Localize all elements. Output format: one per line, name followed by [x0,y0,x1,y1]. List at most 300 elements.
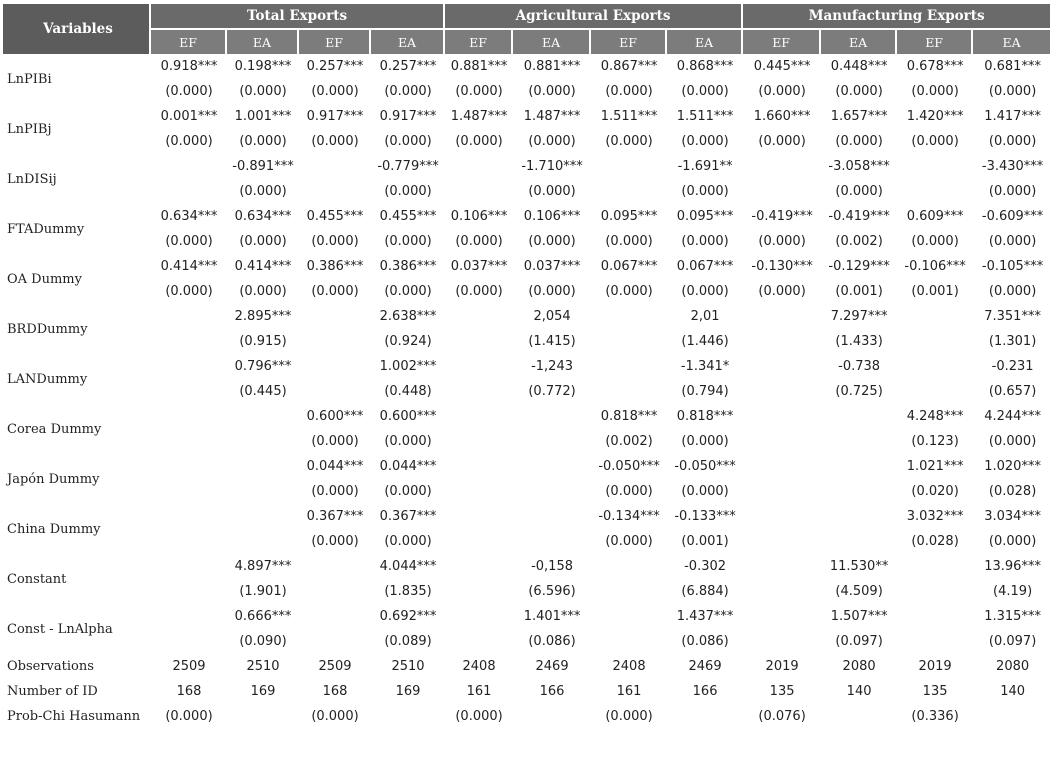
p-value-cell: (1.901) [239,584,287,599]
coefficient-cell [445,504,513,529]
subheader-row [3,28,1052,54]
p-value-cell [227,479,299,504]
coefficient-cell: 0.600*** [379,409,437,424]
coefficient-cell: 1.420*** [906,109,964,124]
p-value-cell: (0.000) [835,184,883,199]
coefficient-cell: -0.738 [838,359,881,374]
p-value-cell [743,179,821,204]
summary-cell [371,704,445,729]
p-value-cell: (0.000) [605,134,653,149]
p-value-cell: (0.000) [988,134,1037,149]
p-value-cell [897,579,973,604]
p-value-cell: (0.000) [455,84,503,99]
table-header [3,4,1052,54]
p-value-cell: (0.000) [605,284,653,299]
coefficient-cell [743,454,821,479]
coefficient-cell [591,554,667,579]
coefficient-cell [299,354,371,379]
p-value-cell: (6.884) [681,584,729,599]
coefficient-cell: 0.044*** [306,459,364,474]
coefficient-cell [299,154,371,179]
p-value-cell: (0.000) [384,184,432,199]
p-value-cell [591,329,667,354]
coefficient-row [3,154,1052,179]
coefficient-cell: 4.244*** [984,409,1041,424]
coefficient-cell [445,604,513,629]
coefficient-cell: -1.341* [680,359,730,374]
p-value-cell: (0.000) [384,284,432,299]
summary-row [3,654,1052,679]
coefficient-cell: 1.001*** [234,109,292,124]
coefficient-cell [743,154,821,179]
p-value-cell: (0.002) [605,434,653,449]
p-value-cell: (0.000) [681,184,729,199]
coefficient-cell [821,454,897,479]
coefficient-cell: 1.020*** [984,459,1041,474]
p-value-cell: (0.000) [605,234,653,249]
p-value-cell [591,179,667,204]
p-value-cell: (0.000) [835,84,883,99]
p-value-cell: (0.000) [911,134,959,149]
coefficient-row [3,604,1052,629]
p-value-cell: (0.924) [384,334,432,349]
coefficient-cell: 1.487*** [523,109,581,124]
coefficient-cell [513,404,591,429]
p-value-cell [743,429,821,454]
variable-label: BRDDummy [7,321,88,337]
summary-cell: 140 [1000,684,1026,699]
summary-cell: (0.000) [605,709,653,724]
coefficient-cell [743,354,821,379]
p-value-cell: (0.000) [311,234,359,249]
p-value-cell: (0.028) [911,534,959,549]
coefficient-cell: 0.600*** [306,409,364,424]
p-value-cell: (0.000) [605,534,653,549]
coefficient-cell [513,504,591,529]
p-value-cell: (0.002) [835,234,883,249]
coefficient-cell: -0.129*** [828,259,890,274]
p-value-cell [227,429,299,454]
coefficient-cell [299,554,371,579]
p-value-cell: (1.301) [988,334,1037,349]
p-value-cell: (0.123) [911,434,959,449]
p-value-row [3,479,1052,504]
coefficient-cell: 13.96*** [984,559,1041,574]
subheader-cell: EF [591,28,667,54]
p-value-row [3,579,1052,604]
p-value-cell: (0.000) [311,284,359,299]
coefficient-cell: 4.897*** [234,559,292,574]
p-value-row [3,529,1052,554]
subheader-cell: EA [513,28,591,54]
p-value-cell [151,479,227,504]
subheader-cell: EF [445,28,513,54]
summary-cell: 161 [616,684,642,699]
summary-cell: 2510 [391,659,425,674]
p-value-cell: (0.000) [681,284,729,299]
p-value-cell [151,629,227,654]
p-value-cell: (0.725) [835,384,883,399]
coefficient-cell: 1.507*** [830,609,888,624]
summary-label: Observations [7,659,94,674]
summary-cell: 2509 [318,659,352,674]
variable-label: OA Dummy [7,271,82,287]
coefficient-cell: 2,01 [690,309,720,324]
p-value-cell: (0.000) [311,484,359,499]
coefficient-cell: 0.634*** [160,209,218,224]
coefficient-row [3,404,1052,429]
p-value-cell: (0.000) [988,184,1037,199]
p-value-cell: (0.000) [988,284,1037,299]
coefficient-cell: 0.037*** [523,259,581,274]
coefficient-cell: -0.106*** [904,259,966,274]
coefficient-cell: 0.386*** [379,259,437,274]
summary-cell: 2408 [462,659,496,674]
summary-cell: (0.000) [455,709,503,724]
p-value-cell [897,629,973,654]
p-value-cell: (0.089) [384,634,432,649]
p-value-cell [445,529,513,554]
coefficient-cell: 2.638*** [379,309,437,324]
coefficient-row [3,304,1052,329]
variables-header: Variables [3,4,151,54]
p-value-cell [445,179,513,204]
subheader-cell: EA [371,28,445,54]
p-value-cell: (0.000) [239,84,287,99]
summary-cell: 166 [692,684,718,699]
p-value-cell [513,529,591,554]
p-value-row [3,629,1052,654]
p-value-cell: (0.772) [528,384,576,399]
coefficient-cell [743,604,821,629]
coefficient-cell: 0.367*** [306,509,364,524]
summary-cell: 2509 [172,659,206,674]
coefficient-cell: 0.044*** [379,459,437,474]
coefficient-cell: 0.609*** [906,209,964,224]
coefficient-cell: 2,054 [533,309,571,324]
p-value-cell: (0.915) [239,334,287,349]
coefficient-cell [743,404,821,429]
summary-label: Prob-Chi Hasumann [7,709,141,724]
p-value-cell [897,329,973,354]
coefficient-cell: 0.414*** [160,259,218,274]
coefficient-cell [591,154,667,179]
subheader-cell: EF [299,28,371,54]
coefficient-cell: 0.917*** [306,109,364,124]
coefficient-cell: 0.001*** [160,109,218,124]
variable-label: LnPIBj [7,121,52,137]
coefficient-cell: -0.050*** [674,459,736,474]
coefficient-cell: 1.511*** [600,109,658,124]
p-value-row [3,179,1052,204]
p-value-cell [299,579,371,604]
p-value-cell: (0.000) [239,184,287,199]
variable-label: FTADummy [7,221,85,237]
table-body [3,54,1052,729]
variable-label: Const - LnAlpha [7,621,113,637]
p-value-cell: (0.000) [455,134,503,149]
summary-row [3,704,1052,729]
coefficient-cell: 7.351*** [984,309,1041,324]
subheader-cell: EA [227,28,299,54]
p-value-cell [151,179,227,204]
coefficient-cell [743,304,821,329]
p-value-cell [743,479,821,504]
coefficient-cell [227,404,299,429]
coefficient-cell: 1.660*** [753,109,811,124]
p-value-row [3,329,1052,354]
p-value-cell: (0.000) [384,434,432,449]
coefficient-cell: 1.002*** [379,359,437,374]
coefficient-cell: 0.692*** [379,609,437,624]
p-value-cell: (0.000) [681,134,729,149]
coefficient-cell: -0.779*** [377,159,439,174]
p-value-cell [445,429,513,454]
coefficient-cell [445,554,513,579]
p-value-cell: (0.000) [455,284,503,299]
p-value-cell [299,179,371,204]
p-value-cell: (1.835) [384,584,432,599]
summary-cell: 168 [176,684,202,699]
coefficient-cell [445,404,513,429]
p-value-cell [445,629,513,654]
coefficient-cell: 0.095*** [600,209,658,224]
subheader-cell: EF [897,28,973,54]
coefficient-cell: -1.691** [677,159,733,174]
p-value-cell: (0.000) [455,234,503,249]
coefficient-cell: -0.419*** [828,209,890,224]
coefficient-cell [897,554,973,579]
p-value-cell [445,579,513,604]
p-value-cell [299,329,371,354]
p-value-cell [151,379,227,404]
subheader-cell: EA [667,28,743,54]
subheader-cell: EF [743,28,821,54]
summary-label: Number of ID [7,684,98,699]
coefficient-cell [445,454,513,479]
coefficient-cell [513,454,591,479]
p-value-row [3,429,1052,454]
coefficient-cell [743,554,821,579]
p-value-cell [151,429,227,454]
coefficient-cell: 0.257*** [306,59,364,74]
p-value-cell: (0.000) [239,234,287,249]
summary-cell: 168 [322,684,348,699]
p-value-cell [897,379,973,404]
coefficient-cell: 0.367*** [379,509,437,524]
coefficient-row [3,104,1052,129]
p-value-cell [299,629,371,654]
p-value-cell: (0.000) [528,234,576,249]
coefficient-cell: -0.134*** [598,509,660,524]
coefficient-cell: -3.430*** [981,159,1044,174]
coefficient-cell: 1.021*** [906,459,964,474]
coefficient-cell: 0.867*** [600,59,658,74]
p-value-cell: (0.086) [528,634,576,649]
coefficient-cell: 0.386*** [306,259,364,274]
summary-cell: 2080 [996,659,1030,674]
p-value-cell: (1.415) [528,334,576,349]
coefficient-cell: 0.818*** [676,409,734,424]
p-value-cell: (0.000) [384,84,432,99]
group-header-manufacturing-exports: Manufacturing Exports [743,4,1052,28]
p-value-cell: (0.000) [988,84,1037,99]
coefficient-cell: -0.105*** [981,259,1044,274]
p-value-cell [151,529,227,554]
coefficient-cell: 1.401*** [523,609,581,624]
summary-cell: 169 [395,684,421,699]
p-value-cell: (0.000) [681,84,729,99]
coefficient-cell: -1,243 [531,359,573,374]
p-value-cell: (0.000) [605,484,653,499]
coefficient-row [3,354,1052,379]
p-value-cell [743,629,821,654]
p-value-cell [513,429,591,454]
summary-cell: 2019 [765,659,799,674]
coefficient-cell [445,354,513,379]
p-value-cell: (0.445) [239,384,287,399]
p-value-cell: (0.090) [239,634,287,649]
group-header-total-exports: Total Exports [151,4,445,28]
p-value-row [3,79,1052,104]
coefficient-cell [151,154,227,179]
coefficient-cell: -0.133*** [674,509,736,524]
coefficient-cell: -0,158 [531,559,573,574]
p-value-cell [743,529,821,554]
p-value-cell: (0.001) [911,284,959,299]
coefficient-cell: 1.417*** [984,109,1041,124]
summary-cell: 135 [922,684,948,699]
coefficient-row [3,54,1052,79]
p-value-cell: (0.448) [384,384,432,399]
summary-cell [821,704,897,729]
coefficient-cell: 0.106*** [523,209,581,224]
summary-cell [513,704,591,729]
coefficient-cell [227,454,299,479]
p-value-cell [227,529,299,554]
p-value-cell: (0.001) [681,534,729,549]
coefficient-cell: 0.067*** [600,259,658,274]
p-value-cell [513,479,591,504]
coefficient-cell: -0.231 [991,359,1034,374]
regression-results-table [3,4,1052,729]
coefficient-cell: 4.044*** [379,559,437,574]
coefficient-cell: -0.130*** [751,259,813,274]
summary-cell: 140 [846,684,872,699]
summary-cell: 2080 [842,659,876,674]
coefficient-cell [591,354,667,379]
summary-cell: 166 [539,684,565,699]
p-value-cell: (0.086) [681,634,729,649]
variable-label: Constant [7,571,67,587]
p-value-cell: (0.000) [681,434,729,449]
coefficient-cell: 3.032*** [906,509,964,524]
p-value-cell: (0.000) [911,84,959,99]
coefficient-cell [897,154,973,179]
coefficient-cell: 0.796*** [234,359,292,374]
coefficient-cell: 0.257*** [379,59,437,74]
coefficient-cell: -0.891*** [232,159,294,174]
coefficient-cell [743,504,821,529]
subheader-cell: EA [973,28,1052,54]
coefficient-cell: -0.050*** [598,459,660,474]
p-value-cell: (0.000) [758,234,806,249]
summary-cell: 2469 [535,659,569,674]
p-value-cell: (0.000) [165,234,213,249]
p-value-cell [591,379,667,404]
p-value-cell: (0.000) [528,84,576,99]
p-value-cell: (4.509) [835,584,883,599]
p-value-cell [591,629,667,654]
p-value-row [3,379,1052,404]
coefficient-cell [151,504,227,529]
coefficient-cell: 0.414*** [234,259,292,274]
variable-label: LnPIBi [7,71,52,87]
p-value-cell: (0.000) [384,234,432,249]
summary-cell: 2408 [612,659,646,674]
coefficient-cell: -0.419*** [751,209,813,224]
p-value-cell: (0.000) [605,84,653,99]
p-value-cell: (0.000) [681,234,729,249]
summary-cell: (0.000) [165,709,213,724]
p-value-cell: (0.000) [758,84,806,99]
coefficient-cell [445,154,513,179]
coefficient-cell [151,404,227,429]
coefficient-cell: -0.609*** [981,209,1044,224]
coefficient-cell: 0.455*** [379,209,437,224]
coefficient-row [3,454,1052,479]
coefficient-cell: 7.297*** [830,309,888,324]
coefficient-row [3,254,1052,279]
summary-row [3,679,1052,704]
p-value-cell: (0.028) [988,484,1037,499]
p-value-cell: (0.000) [165,84,213,99]
coefficient-cell [151,354,227,379]
coefficient-row [3,204,1052,229]
p-value-cell: (0.000) [239,134,287,149]
p-value-cell: (0.020) [911,484,959,499]
coefficient-cell [151,304,227,329]
p-value-cell: (0.000) [311,534,359,549]
p-value-cell: (0.000) [165,134,213,149]
p-value-cell: (0.000) [311,134,359,149]
coefficient-cell [897,354,973,379]
variable-label: Japón Dummy [7,471,100,487]
coefficient-row [3,554,1052,579]
coefficient-cell: 1.315*** [984,609,1041,624]
p-value-cell [299,379,371,404]
p-value-cell: (0.097) [988,634,1037,649]
p-value-cell: (0.000) [165,284,213,299]
p-value-cell [591,579,667,604]
group-header-agricultural-exports: Agricultural Exports [445,4,743,28]
p-value-cell: (6.596) [528,584,576,599]
p-value-cell: (0.097) [835,634,883,649]
coefficient-cell: 0.818*** [600,409,658,424]
coefficient-cell [897,304,973,329]
p-value-cell [445,379,513,404]
coefficient-cell: 0.881*** [523,59,581,74]
coefficient-cell: 1.511*** [676,109,734,124]
coefficient-cell: 0.448*** [830,59,888,74]
p-value-cell: (0.000) [311,434,359,449]
coefficient-cell [299,604,371,629]
summary-cell: (0.336) [911,709,959,724]
coefficient-cell: -3.058*** [828,159,890,174]
p-value-cell: (4.19) [993,584,1033,599]
coefficient-cell: -1.710*** [521,159,583,174]
p-value-cell: (0.000) [384,484,432,499]
